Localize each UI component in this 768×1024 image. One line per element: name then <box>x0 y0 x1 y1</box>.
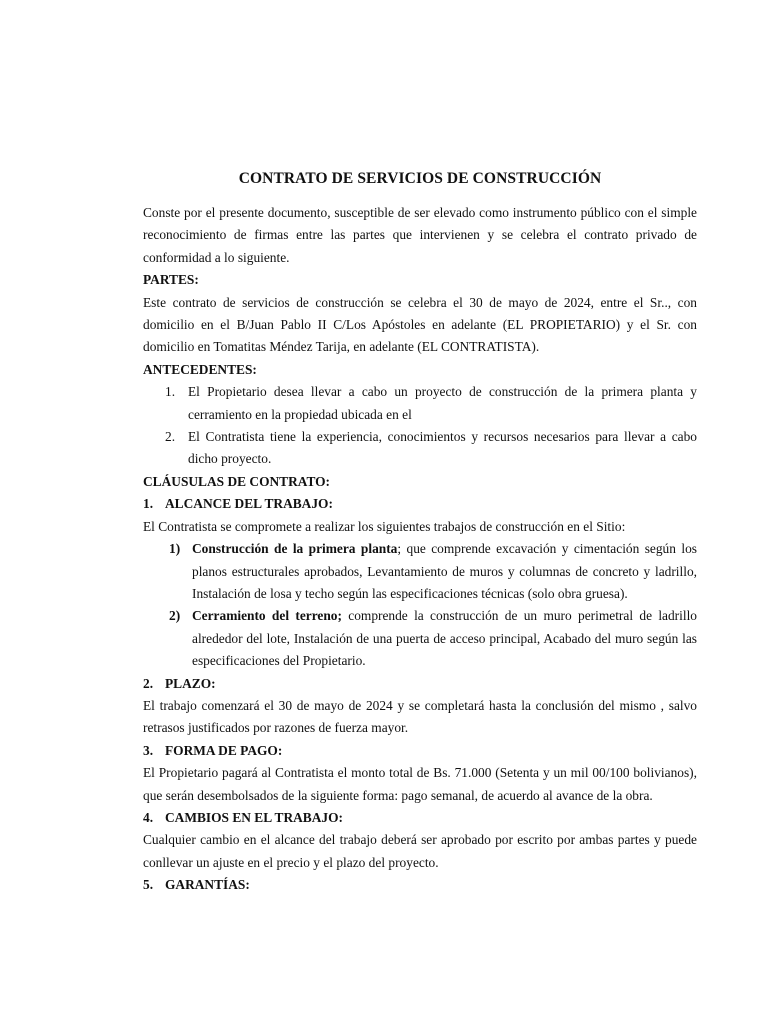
section-title: ALCANCE DEL TRABAJO: <box>165 496 333 512</box>
intro-paragraph: Conste por el presente documento, susceptible de ser elevado como instrumento público con el simple reconocimiento de firmas entre las partes que intervienen y se celebra el contrato privado de conformidad a lo siguiente. <box>143 205 697 265</box>
list-item <box>143 538 697 605</box>
list-item-body <box>192 605 697 672</box>
section-number: 3. <box>143 742 154 758</box>
list-item <box>143 426 697 471</box>
section-heading-garantias <box>143 874 697 896</box>
antecedentes-list <box>143 381 697 471</box>
list-item-text: El Contratista tiene la experiencia, conocimientos y recursos necesarios para llevar a cabo dicho proyecto. <box>188 429 697 467</box>
section-heading-cambios <box>143 807 697 829</box>
list-item-text: comprende la construcción de un muro perimetral de ladrillo alrededor del lote, Instalación de una puerta de acceso principal, Acabado del muro según las especificaciones del Propietario. <box>192 608 697 669</box>
list-marker: 2. <box>165 429 176 445</box>
section-number: 2. <box>143 675 154 691</box>
document-page <box>143 168 697 897</box>
section-title: GARANTÍAS: <box>165 877 250 893</box>
alcance-intro: El Contratista se compromete a realizar los siguientes trabajos de construcción en el Sitio: <box>143 518 626 534</box>
list-marker: 1. <box>165 384 176 400</box>
section-title: FORMA DE PAGO: <box>165 742 283 758</box>
list-item-bold-text: Cerramiento del terreno; <box>192 608 342 624</box>
section-title: PLAZO: <box>165 675 216 691</box>
partes-paragraph: Este contrato de servicios de construcción se celebra el 30 de mayo de 2024, entre el Sr.., con domicilio en el B/Juan Pablo II C/Los Apóstoles en adelante (EL PROPIETARIO) y el Sr. con domicilio en Tomatitas Méndez Tarija, en adelante (EL CONTRATISTA). <box>143 294 697 355</box>
partes-heading: PARTES: <box>143 272 199 288</box>
list-item-text: El Propietario desea llevar a cabo un proyecto de construcción de la primera planta y cerramiento en la propiedad ubicada en el <box>188 384 697 422</box>
section-heading-plazo <box>143 673 697 695</box>
list-item <box>143 381 697 426</box>
list-marker: 1) <box>169 541 181 557</box>
cambios-paragraph: Cualquier cambio en el alcance del trabajo deberá ser aprobado por escrito por ambas partes y puede conllevar un ajuste en el precio y el plazo del proyecto. <box>143 832 697 870</box>
section-heading-pago <box>143 740 697 762</box>
plazo-paragraph: El trabajo comenzará el 30 de mayo de 2024 y se completará hasta la conclusión del mismo , salvo retrasos justificados por razones de fuerza mayor. <box>143 697 697 736</box>
clausulas-heading: CLÁUSULAS DE CONTRATO: <box>143 473 331 489</box>
list-item-text: ; que comprende excavación y cimentación según los planos estructurales aprobados, Levantamiento de muros y columnas de concreto y ladrillo, Instalación de losa y techo según las especificaciones técnicas (solo obra gruesa). <box>192 541 697 601</box>
list-item-body <box>192 538 697 605</box>
document-title: CONTRATO DE SERVICIOS DE CONSTRUCCIÓN <box>238 170 602 187</box>
alcance-list <box>143 538 697 672</box>
list-item <box>143 605 697 672</box>
section-number: 5. <box>143 877 154 893</box>
section-number: 4. <box>143 809 154 825</box>
list-item-bold-text: Construcción de la primera planta <box>192 541 398 557</box>
section-title: CAMBIOS EN EL TRABAJO: <box>165 809 343 825</box>
list-marker: 2) <box>169 608 181 624</box>
antecedentes-heading: ANTECEDENTES: <box>143 361 257 377</box>
section-heading-alcance <box>143 493 697 515</box>
section-number: 1. <box>143 496 154 512</box>
pago-paragraph: El Propietario pagará al Contratista el monto total de Bs. 71.000 (Setenta y un mil 00/100 bolivianos), que serán desembolsados de la siguiente forma: pago semanal, de acuerdo al avance de la obra. <box>143 765 697 803</box>
